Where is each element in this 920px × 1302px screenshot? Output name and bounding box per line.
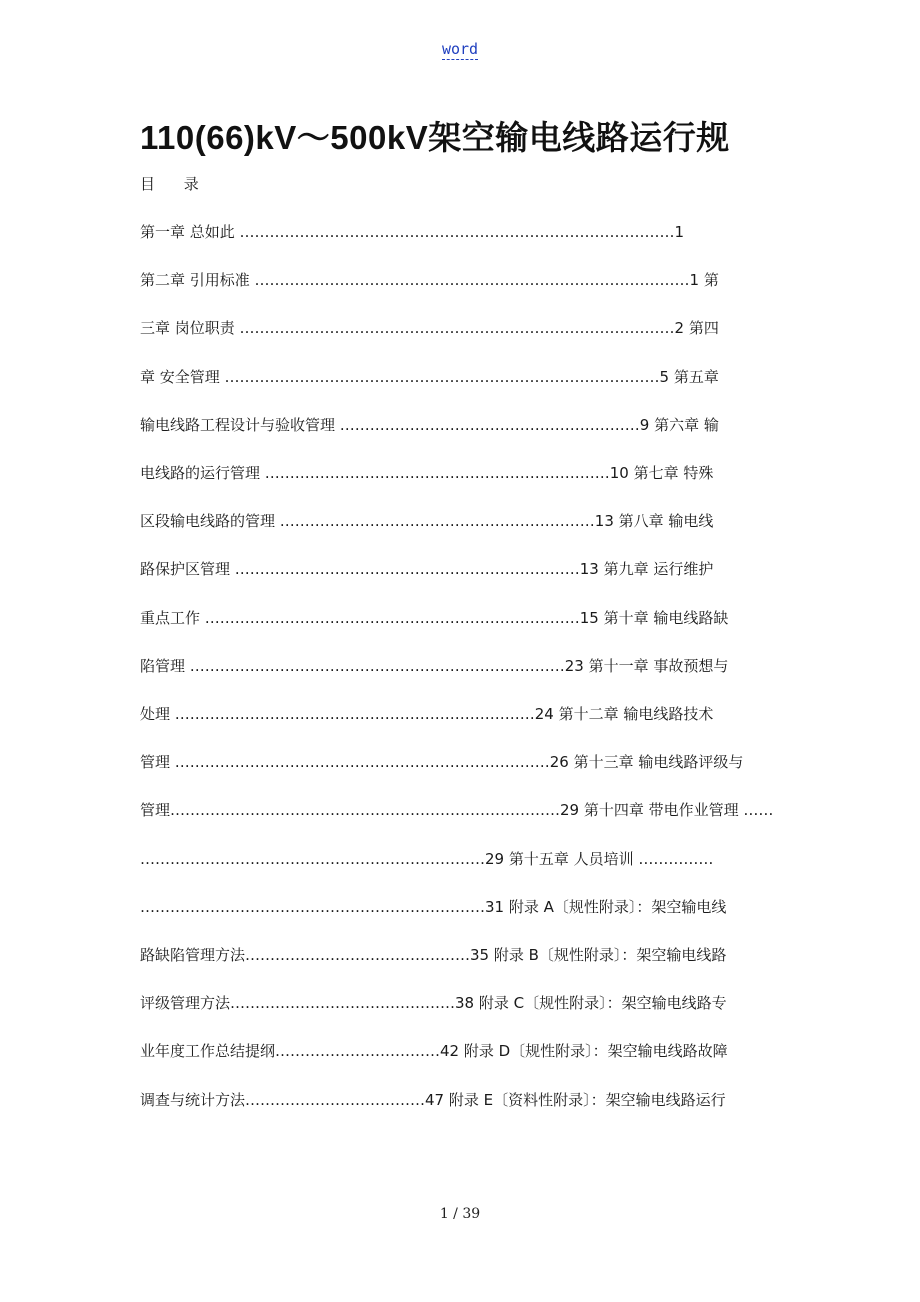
toc-line: 调查与统计方法………………………………47 附录 E〔资料性附录〕：架空输电线路运行 [140,1090,726,1109]
word-link-text[interactable]: word [441,40,479,58]
toc-line: 第二章 引用标准 ……………………………………………………………………………1 第 [140,271,719,290]
toc-line: 路保护区管理 ……………………………………………………………13 第九章 运行维护 [140,560,714,579]
toc-line: 章 安全管理 ……………………………………………………………………………5 第五章 [140,367,719,386]
toc-line: 管理……………………………………………………………………29 第十四章 带电作业管理 …… [140,801,774,820]
toc-line: 陷管理 …………………………………………………………………23 第十一章 事故预想与 [140,656,729,675]
toc-line: 第一章 总如此 ……………………………………………………………………………1 [140,223,685,241]
toc-line: 业年度工作总结提纲……………………………42 附录 D〔规性附录〕：架空输电线路故障 [140,1042,728,1061]
toc-heading: 目 录 [140,175,211,193]
toc-line: 区段输电线路的管理 ………………………………………………………13 第八章 输电线 [140,512,714,531]
header-word-link[interactable] [0,40,920,58]
toc-line: ……………………………………………………………29 第十五章 人员培训 …………… [140,849,714,868]
document-title: 110(66)kV～500kV架空输电线路运行规 [140,119,730,156]
toc-line: 重点工作 …………………………………………………………………15 第十章 输电线路缺 [140,608,729,627]
toc-line: 输电线路工程设计与验收管理 ……………………………………………………9 第六章 输 [140,415,719,434]
toc-line: ……………………………………………………………31 附录 A〔规性附录〕：架空输电线 [140,897,727,916]
page-number: 1 / 39 [439,1206,481,1222]
toc-line: 处理 ………………………………………………………………24 第十二章 输电线路技术 [140,705,714,723]
toc-line: 电线路的运行管理 ……………………………………………………………10 第七章 特殊 [140,464,714,482]
toc-line: 评级管理方法………………………………………38 附录 C〔规性附录〕：架空输电线路专 [140,994,727,1013]
toc-line: 管理 …………………………………………………………………26 第十三章 输电线路评级与 [140,753,744,772]
toc-line: 路缺陷管理方法………………………………………35 附录 B〔规性附录〕：架空输电线路 [140,946,727,964]
toc-line: 三章 岗位职责 ……………………………………………………………………………2 第四 [140,319,719,338]
